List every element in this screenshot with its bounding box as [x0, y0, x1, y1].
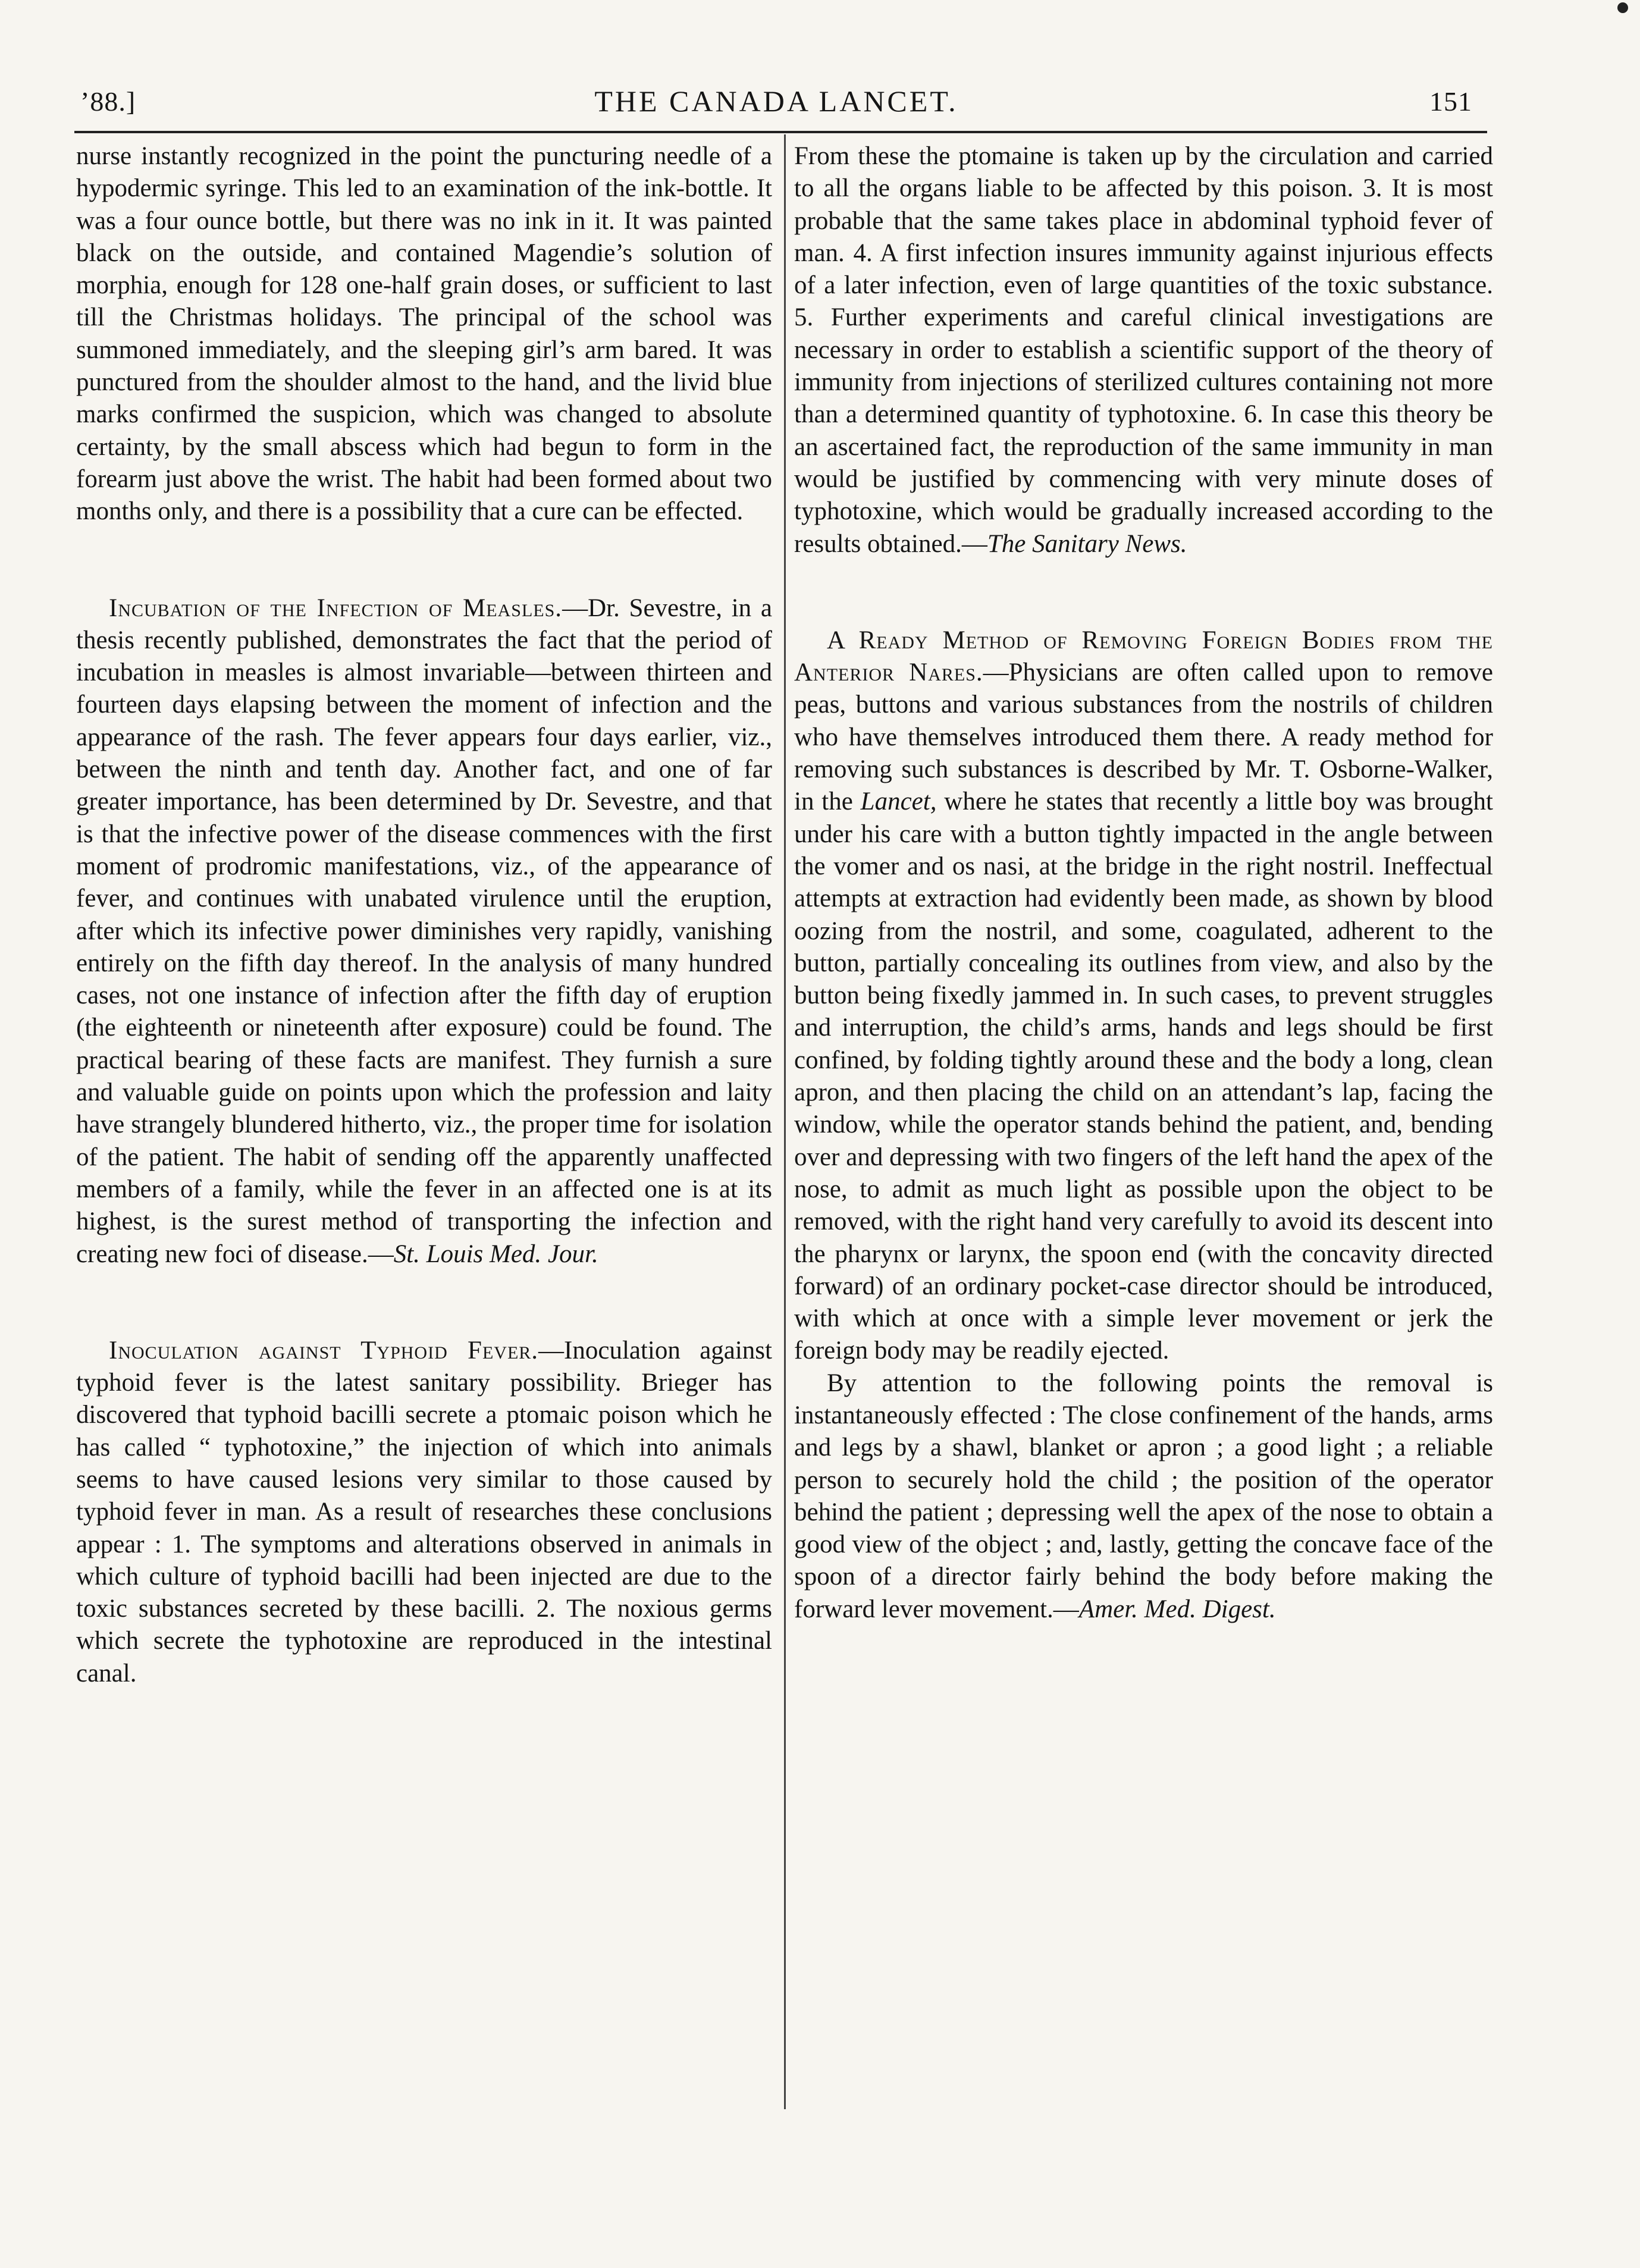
- section-gap: [76, 528, 772, 592]
- measles-source: St. Louis Med. Jour.: [393, 1240, 598, 1268]
- foreign-body-source: Amer. Med. Digest.: [1078, 1595, 1276, 1623]
- section-gap: [76, 1271, 772, 1335]
- typhoid-continued-body: From these the ptomaine is taken up by the circulation and carried to all the organs liable to be affected by this poison. 3. It is most probable that the same takes place in abdominal typhoid fever of man. 4. A first infection insures immunity against injurious effects of a later infection, even of large quantities of the toxic substance. 5. Further experiments and careful clinical investigations are necessary in order to establish a scientific support of the theory of immunity from injections of sterilized cultures containing not more than a determined quantity of typhotoxine. 6. In case this theory be an ascertained fact, the reproduction of the same immunity in man would be justified by commencing with very minute doses of typhotoxine, which would be gradually increased according to the results obtained.—: [794, 142, 1493, 558]
- header-rule: [74, 131, 1487, 133]
- foreign-body-text-b: where he states that recently a little boy was brought under his care with a button tightly impacted in the angle between the vomer and os nasi, at the bridge in the right nostril. Ineffectual attempts at extraction had evidently been made, as shown by blood oozing from the nostril, and some, coagulated, adherent to the button, partially concealing its outlines from view, and also by the button being fixedly jammed in. In such cases, to prevent struggles and interruption, the child’s arms, hands and legs should be first confined, by folding tightly around these and the body a long, clean apron, and then placing the child on an attendant’s lap, facing the window, while the operator stands behind the patient, and, bending over and depressing with two fingers of the left hand the apex of the nose, to admit as much light as possible upon the object to be removed, with the right hand very carefully to avoid its descent into the pharynx or larynx, the spoon end (with the concavity directed forward) of an ordinary pocket-case director should be introduced, with which at once with a simple lever movement or jerk the foreign body may be readily ejected.: [794, 788, 1493, 1365]
- right-column: [794, 140, 1493, 1626]
- morphia-paragraph: nurse instantly recognized in the point the puncturing needle of a hypodermic syringe. This led to an examination of the ink-bottle. It was a four ounce bottle, but there was no ink in it. It was painted black on the outside, and contained Magendie’s solution of morphia, enough for 128 one-half grain doses, or sufficient to last till the Christmas holidays. The principal of the school was summoned immediately, and the sleeping girl’s arm bared. It was punctured from the shoulder almost to the hand, and the livid blue marks confirmed the suspicion, which was changed to absolute certainty, by the small abscess which had begun to form in the forearm just above the wrist. The habit had been formed about two months only, and there is a possibility that a cure can be effected.: [76, 142, 772, 526]
- section-gap: [794, 560, 1493, 625]
- column-divider: [784, 134, 786, 2109]
- journal-title: THE CANADA LANCET.: [594, 84, 958, 118]
- typhoid-article: [76, 1335, 772, 1690]
- left-column: [76, 140, 772, 1690]
- foreign-body-heading: A Ready Method of Removing Foreign Bodies from the Anterior Nares.: [794, 626, 1493, 687]
- typhoid-continued: [794, 140, 1493, 560]
- typhoid-source: The Sanitary News.: [987, 529, 1187, 558]
- running-header: [80, 80, 1472, 122]
- typhoid-body: —Inoculation against typhoid fever is the latest sanitary possibility. Brieger has discovered that typhoid bacilli secrete a ptomaic poison which he has called “ typhotoxine,” the injection of which into animals seems to have caused lesions very similar to those caused by typhoid fever in man. As a result of researches these conclusions appear : 1. The symptoms and alterations observed in animals in which culture of typhoid bacilli had been injected are due to the toxic substances secreted by these bacilli. 2. The noxious germs which secrete the typhotoxine are reproduced in the intestinal canal.: [76, 1336, 772, 1687]
- foreign-body-points: [794, 1367, 1493, 1626]
- page-number: 151: [1429, 86, 1472, 117]
- typhoid-heading: Inoculation against Typhoid Fever.: [109, 1336, 539, 1364]
- measles-body: —Dr. Sevestre, in a thesis recently published, demonstrates the fact that the period of incubation in measles is almost invariable—between thirteen and fourteen days elapsing between the moment of infection and the appearance of the rash. The fever appears four days earlier, viz., between the ninth and tenth day. Another fact, and one of far greater importance, has been determined by Dr. Sevestre, and that is that the infective power of the disease commences with the first moment of prodromic manifestations, viz., of the appearance of fever, and continues with unabated virulence until the eruption, after which its infective power diminishes very rapidly, vanishing entirely on the fifth day thereof. In the analysis of many hundred cases, not one instance of infection after the fifth day of eruption (the eighteenth or nineteenth after exposure) could be found. The practical bearing of these facts are manifest. They furnish a sure and valuable guide on points upon which the profession and laity have strangely blundered hitherto, viz., the proper time for isolation of the patient. The habit of sending off the apparently unaffected members of a family, while the fever in an affected one is at its highest, is the surest method of transporting the infection and creating new foci of disease.—: [76, 594, 773, 1268]
- foreign-body-points-text: By attention to the following points the removal is instantaneously effected : The close confinement of the hands, arms and legs by a shawl, blanket or apron ; a good light ; a reliable person to securely hold the child ; the position of the operator behind the patient ; depressing well the apex of the nose to obtain a good view of the object ; and, lastly, getting the concave face of the spoon of a director fairly behind the body before making the forward lever movement.—: [794, 1369, 1493, 1623]
- measles-article: [76, 592, 772, 1271]
- header-year: ’88.]: [80, 86, 136, 117]
- ink-mark: [1617, 2, 1628, 13]
- foreign-body-article: [794, 625, 1493, 1367]
- foreign-body-text-a: —Physicians are often called upon to remove peas, buttons and various substances from the nostrils of children who have themselves introduced them there. A ready method for removing such substances is described by Mr. T. Osborne-Walker, in the: [794, 658, 1493, 816]
- measles-heading: Incubation of the Infection of Measles.: [109, 594, 563, 622]
- lancet-reference: Lancet,: [860, 788, 937, 816]
